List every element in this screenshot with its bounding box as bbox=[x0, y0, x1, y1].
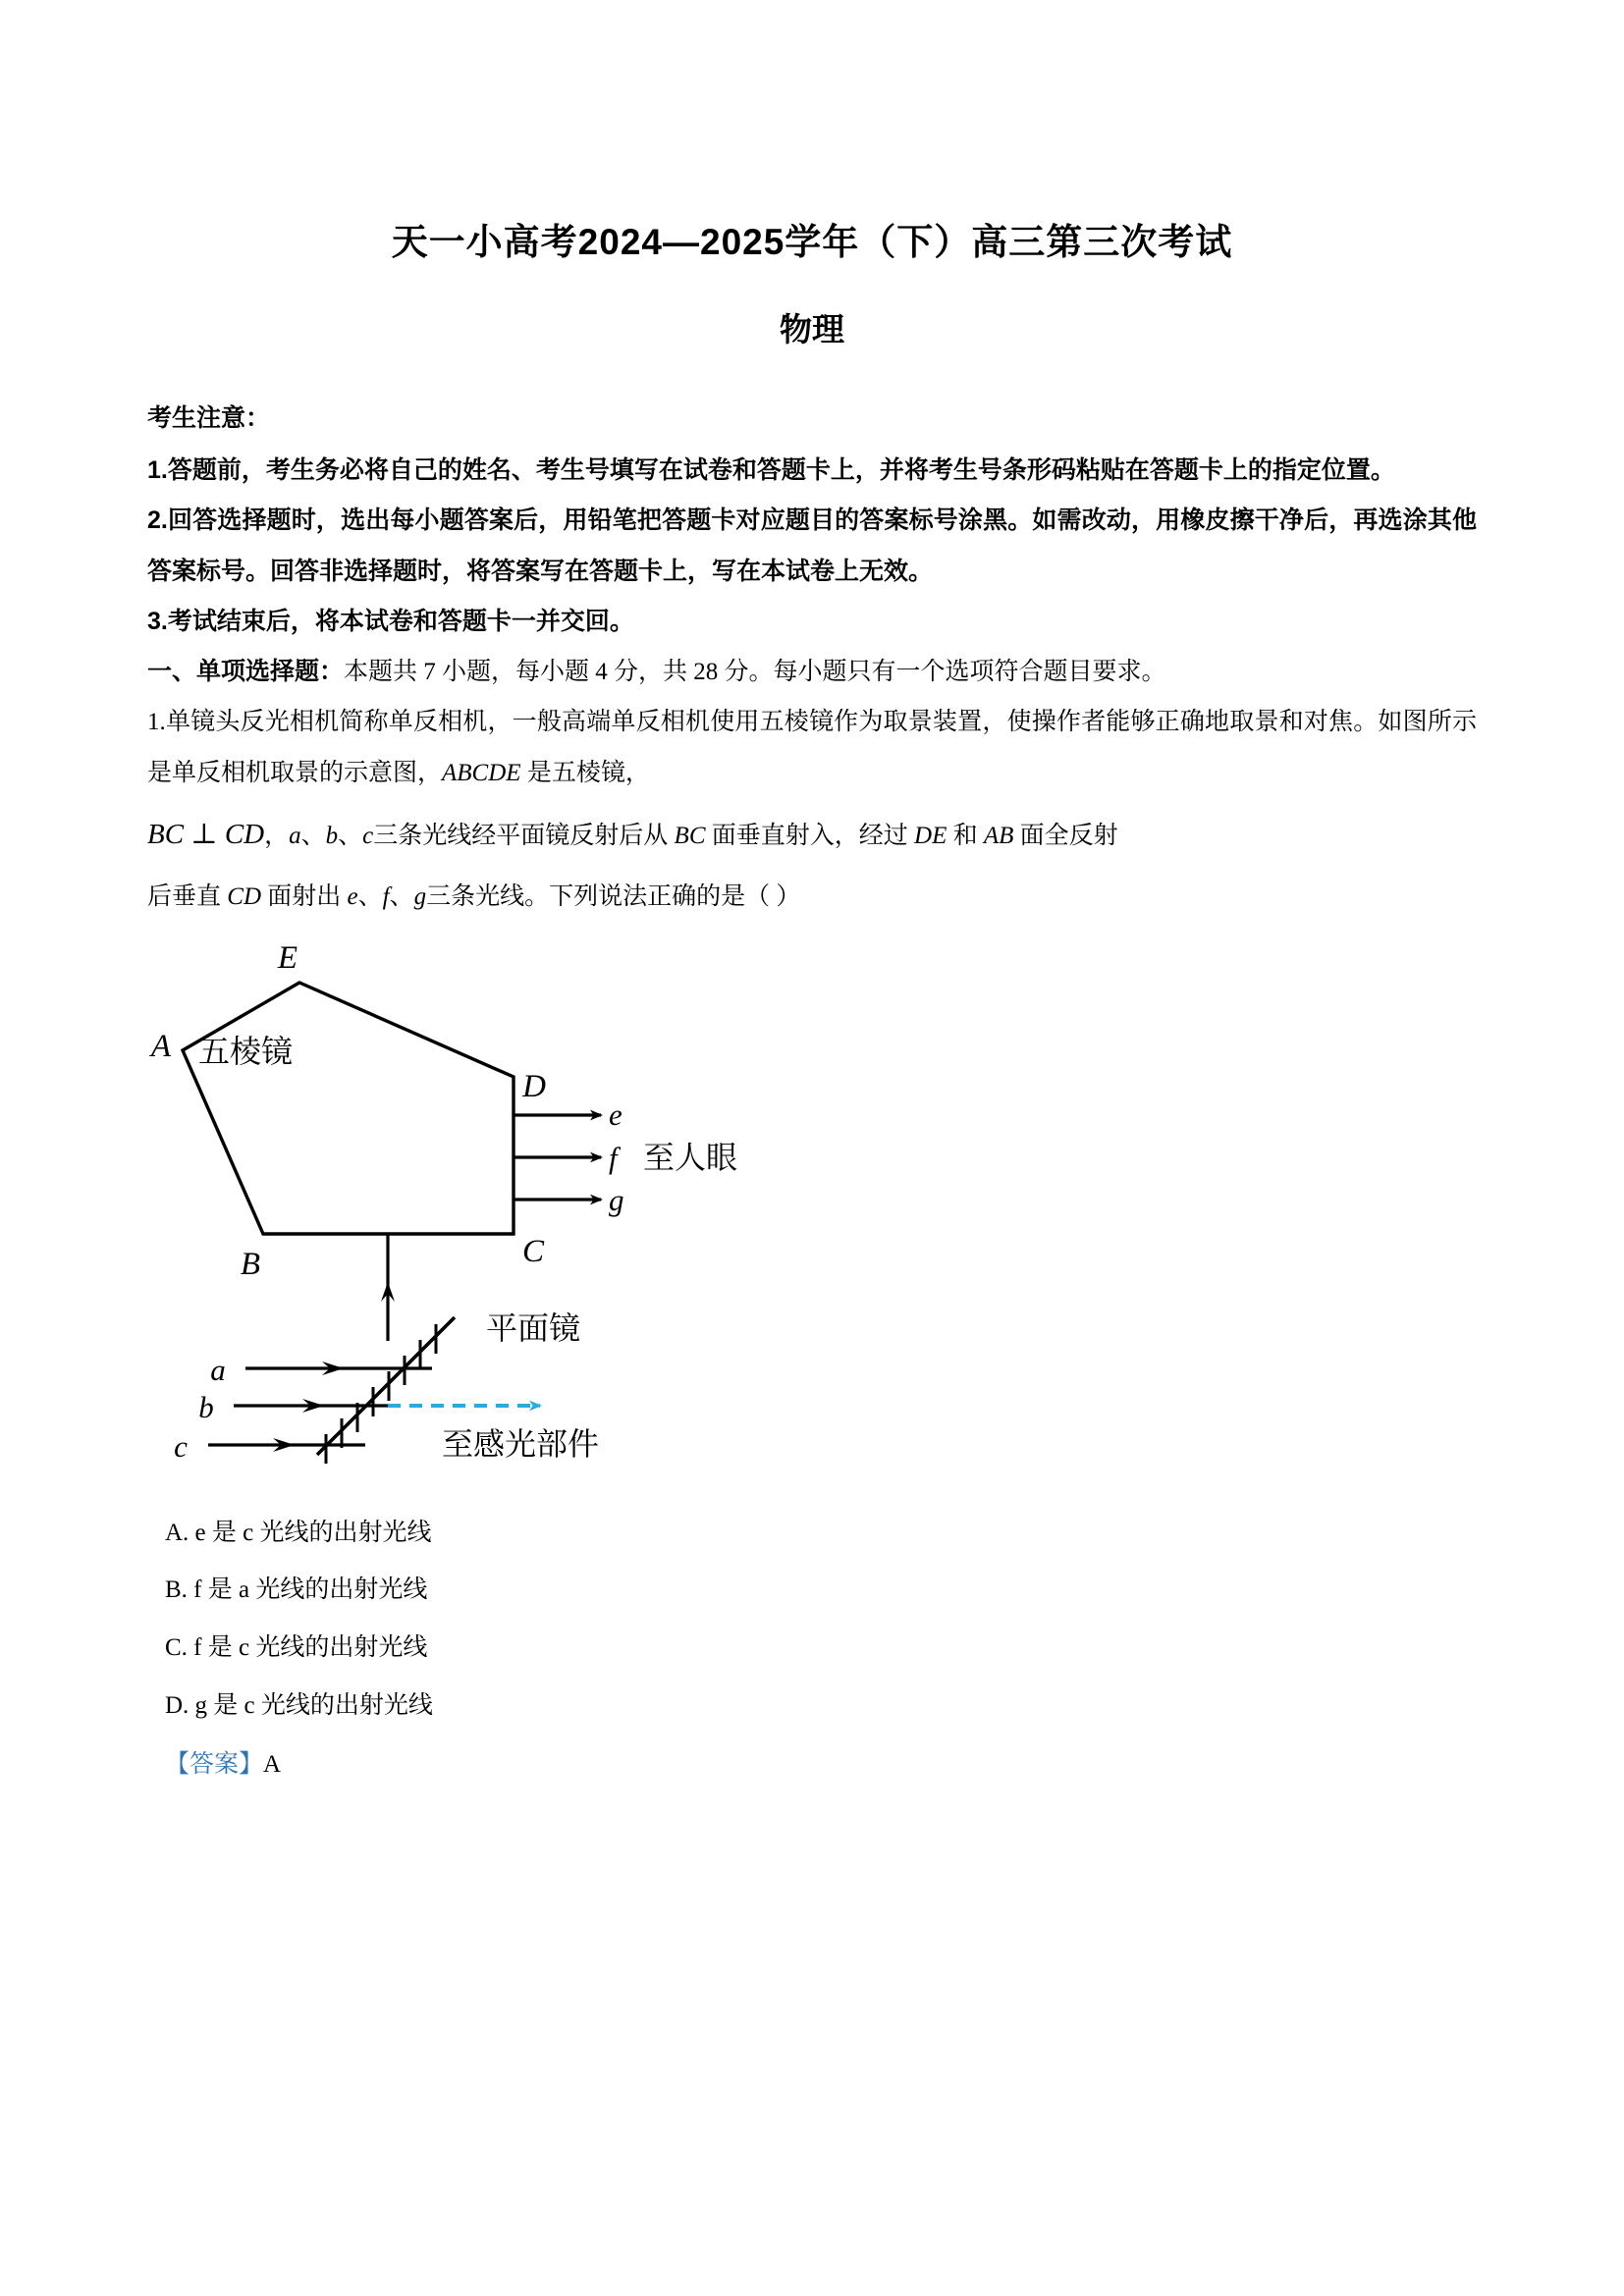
q1-sep-1: 、 bbox=[300, 822, 326, 849]
q1-text-g: 后垂直 bbox=[147, 883, 228, 911]
ray-label-b: b bbox=[198, 1389, 214, 1424]
q1-text-c: 三条光线经平面镜反射后从 bbox=[373, 822, 675, 849]
notice-item-1: 1.答题前，考生务必将自己的姓名、考生号填写在试卷和答题卡上，并将考生号条形码粘贴在答题卡上的指定位置。 bbox=[147, 456, 1395, 485]
answer-line bbox=[147, 1735, 1477, 1789]
math-ray-f: f bbox=[382, 883, 390, 911]
math-face-de: DE bbox=[914, 822, 947, 849]
math-ray-e: e bbox=[347, 883, 358, 911]
plane-mirror bbox=[317, 1317, 455, 1464]
q1-text-i: 三条光线。下列说法正确的是（ ） bbox=[426, 883, 801, 911]
subject-title: 物理 bbox=[780, 312, 844, 348]
math-ray-b: b bbox=[325, 822, 339, 849]
answer-tag: 【答案】 bbox=[165, 1749, 264, 1778]
q1-sep-a: ， bbox=[264, 822, 290, 849]
math-abcde: ABCDE bbox=[442, 759, 521, 786]
vertex-label-B: B bbox=[240, 1246, 261, 1282]
ray-label-e: e bbox=[609, 1096, 623, 1132]
vertex-label-C: C bbox=[521, 1233, 545, 1269]
option-c[interactable]: C. f 是 c 光线的出射光线 bbox=[165, 1634, 428, 1662]
option-d[interactable]: D. g 是 c 光线的出射光线 bbox=[165, 1691, 433, 1719]
answer-options bbox=[147, 1505, 1477, 1735]
notices-heading: 考生注意： bbox=[147, 404, 271, 433]
outgoing-rays bbox=[514, 1115, 601, 1200]
page-title: 天一小高考2024—2025学年（下）高三第三次考试 bbox=[391, 222, 1233, 262]
candidate-notices bbox=[147, 399, 1477, 647]
question-number: 1. bbox=[147, 709, 166, 736]
mirror-label: 平面镜 bbox=[486, 1309, 581, 1346]
question-1-stem-line1 bbox=[147, 697, 1477, 798]
to-eye-label: 至人眼 bbox=[643, 1139, 738, 1175]
q1-text-f: 面全反射 bbox=[1013, 822, 1118, 849]
q1-sep-2: 、 bbox=[338, 822, 363, 849]
question-1-text-b: 是五棱镜， bbox=[520, 759, 650, 786]
q1-text-e: 和 bbox=[947, 822, 984, 849]
ray-label-a: a bbox=[210, 1352, 226, 1387]
notice-item-3: 3.考试结束后，将本试卷和答题卡一并交回。 bbox=[147, 607, 634, 635]
answer-value: A bbox=[263, 1750, 282, 1778]
ray-label-g: g bbox=[609, 1182, 624, 1217]
ray-label-c: c bbox=[174, 1428, 188, 1464]
vertical-ray-into-prism bbox=[381, 1234, 395, 1341]
to-sensor-label: 至感光部件 bbox=[442, 1425, 600, 1462]
math-face-bc: BC bbox=[674, 822, 706, 849]
section-heading bbox=[147, 647, 1477, 697]
q1-text-d: 面垂直射入，经过 bbox=[705, 822, 915, 849]
ray-label-f: f bbox=[609, 1140, 618, 1175]
option-a[interactable]: A. e 是 c 光线的出射光线 bbox=[165, 1519, 432, 1546]
math-bc-perp-cd: BC ⊥ CD bbox=[147, 818, 265, 850]
prism-name-label: 五棱镜 bbox=[198, 1033, 294, 1069]
math-face-ab: AB bbox=[983, 822, 1014, 849]
question-1-text-a: 单镜头反光相机简称单反相机，一般高端单反相机使用五棱镜作为取景装置，使操作者能够正确地取景和对焦。如图所示是单反相机取景的示意图， bbox=[147, 709, 1477, 786]
math-ray-g: g bbox=[413, 883, 427, 911]
option-b[interactable]: B. f 是 a 光线的出射光线 bbox=[165, 1576, 428, 1604]
math-ray-c: c bbox=[362, 822, 374, 849]
q1-sep-4: 、 bbox=[389, 883, 414, 911]
pentaprism-outline bbox=[183, 983, 514, 1234]
question-1-stem-line2 bbox=[147, 798, 1477, 872]
vertex-label-A: A bbox=[150, 1028, 172, 1064]
math-face-cd: CD bbox=[227, 883, 261, 911]
vertex-label-E: E bbox=[277, 939, 298, 976]
q1-text-h: 面射出 bbox=[261, 883, 348, 911]
vertex-label-D: D bbox=[522, 1068, 546, 1104]
pentaprism-diagram bbox=[147, 936, 1477, 1501]
question-1-stem-line3 bbox=[147, 872, 1477, 922]
notice-item-2: 2.回答选择题时，选出每小题答案后，用铅笔把答题卡对应题目的答案标号涂黑。如需改动，用橡皮擦干净后，再选涂其他答案标号。回答非选择题时，将答案写在答题卡上，写在本试卷上无效。 bbox=[147, 507, 1477, 585]
section-description: 本题共 7 小题，每小题 4 分，共 28 分。每小题只有一个选项符合题目要求。 bbox=[344, 659, 1166, 686]
math-ray-a: a bbox=[289, 822, 301, 849]
section-label: 一、单项选择题： bbox=[147, 658, 345, 686]
q1-sep-3: 、 bbox=[357, 883, 383, 911]
